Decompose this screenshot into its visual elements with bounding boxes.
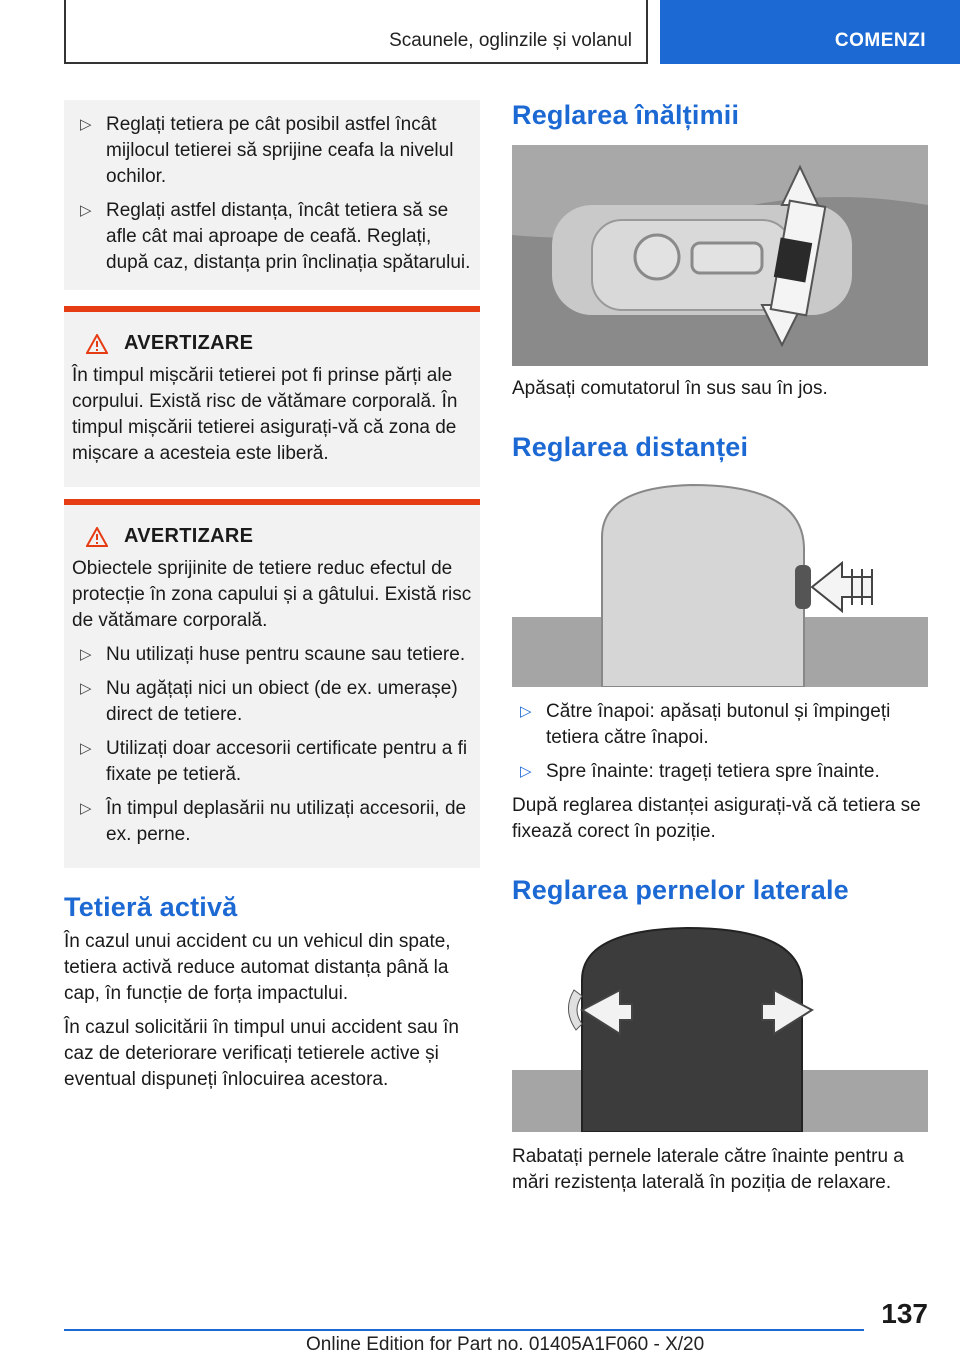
headrest-distance-illustration — [512, 477, 928, 687]
right-column — [512, 100, 928, 1204]
list-item: ▷ Spre înainte: trageți tetiera spre înainte. — [512, 759, 928, 785]
side-cushion-illustration — [512, 920, 928, 1132]
list-item: ▷ Reglați astfel distanța, încât tetiera să se afle cât mai aproape de ceafă. Reglați, după caz, distanța prin înclinația spătarului. — [80, 200, 471, 273]
section-heading: Reglarea pernelor laterale — [512, 875, 849, 905]
warning-box-1 — [64, 306, 480, 487]
chapter-tab[interactable] — [660, 0, 960, 64]
paragraph: În cazul unui accident cu un vehicul din spate, tetiera activă reduce automat distanța până la cap, în funcție de forța impactului. — [64, 931, 451, 1004]
triangle-bullet-icon: ▷ — [80, 116, 92, 133]
chapter-tab-label: COMENZI — [834, 30, 926, 51]
list-item: ▷ Nu agățați nici un obiect (de ex. umerașe) direct de tetiere. — [80, 678, 458, 725]
warning-triangle-icon — [86, 334, 108, 354]
active-headrest-section — [64, 892, 480, 1093]
triangle-bullet-icon: ▷ — [520, 703, 532, 720]
intro-box — [64, 100, 480, 290]
image-caption: Apăsați comutatorul în sus sau în jos. — [512, 378, 828, 399]
triangle-bullet-icon: ▷ — [80, 646, 92, 663]
warning-text: În timpul mișcării tetierei pot fi prinse părți ale corpului. Există risc de vătămare corporală. În timpul mișcării tetierei asigurați-vă că zona de mișcare a acesteia este liberă. — [72, 365, 458, 464]
paragraph: În cazul solicitării în timpul unui accident sau în caz de deteriorare verificați tetierele active și eventual dispuneți înlocuirea acestora. — [64, 1017, 459, 1090]
list-item: ▷ Utilizați doar accesorii certificate pentru a fi fixate pe tetieră. — [80, 738, 468, 785]
warning-text: Obiectele sprijinite de tetiere reduc efectul de protecție în zona capului și a gâtului. Există risc de vătămare corporală. — [72, 558, 472, 631]
warning-title: AVERTIZARE — [72, 525, 472, 548]
image-caption: Rabatați pernele laterale către înainte pentru a mări rezistența laterală în poziția de relaxare. — [512, 1146, 904, 1193]
section-heading: Tetieră activă — [64, 892, 238, 922]
list-item: ▷ Reglați tetiera pe cât posibil astfel încât mijlocul tetierei să sprijine ceafa la nivelul ochilor. — [80, 114, 454, 187]
footer-divider — [64, 1329, 864, 1331]
triangle-bullet-icon: ▷ — [80, 680, 92, 697]
warning-title: AVERTIZARE — [72, 332, 472, 355]
triangle-bullet-icon: ▷ — [80, 202, 92, 219]
list-item: ▷ Către înapoi: apăsați butonul și împingeți tetiera către înapoi. — [520, 701, 891, 748]
section-title: Scaunele, oglinzile și volanul — [389, 30, 632, 51]
section-heading: Reglarea înălțimii — [512, 100, 740, 130]
page-number: 137 — [881, 1298, 928, 1329]
seat-switch-illustration — [512, 145, 928, 366]
warning-box-2 — [64, 499, 480, 868]
section-heading: Reglarea distanței — [512, 432, 749, 462]
triangle-bullet-icon: ▷ — [80, 740, 92, 757]
triangle-bullet-icon: ▷ — [80, 800, 92, 817]
edition-text: Online Edition for Part no. 01405A1F060 - X/20 — [306, 1334, 705, 1355]
warning-triangle-icon — [86, 527, 108, 547]
header-frame — [64, 0, 648, 64]
list-item: ▷ Nu utilizați huse pentru scaune sau tetiere. — [72, 642, 472, 668]
list-item: ▷ În timpul deplasării nu utilizați accesorii, de ex. perne. — [80, 798, 467, 845]
triangle-bullet-icon: ▷ — [520, 763, 532, 780]
left-column — [64, 100, 480, 1101]
paragraph: După reglarea distanței asigurați-vă că tetiera se fixează corect în poziție. — [512, 795, 921, 842]
